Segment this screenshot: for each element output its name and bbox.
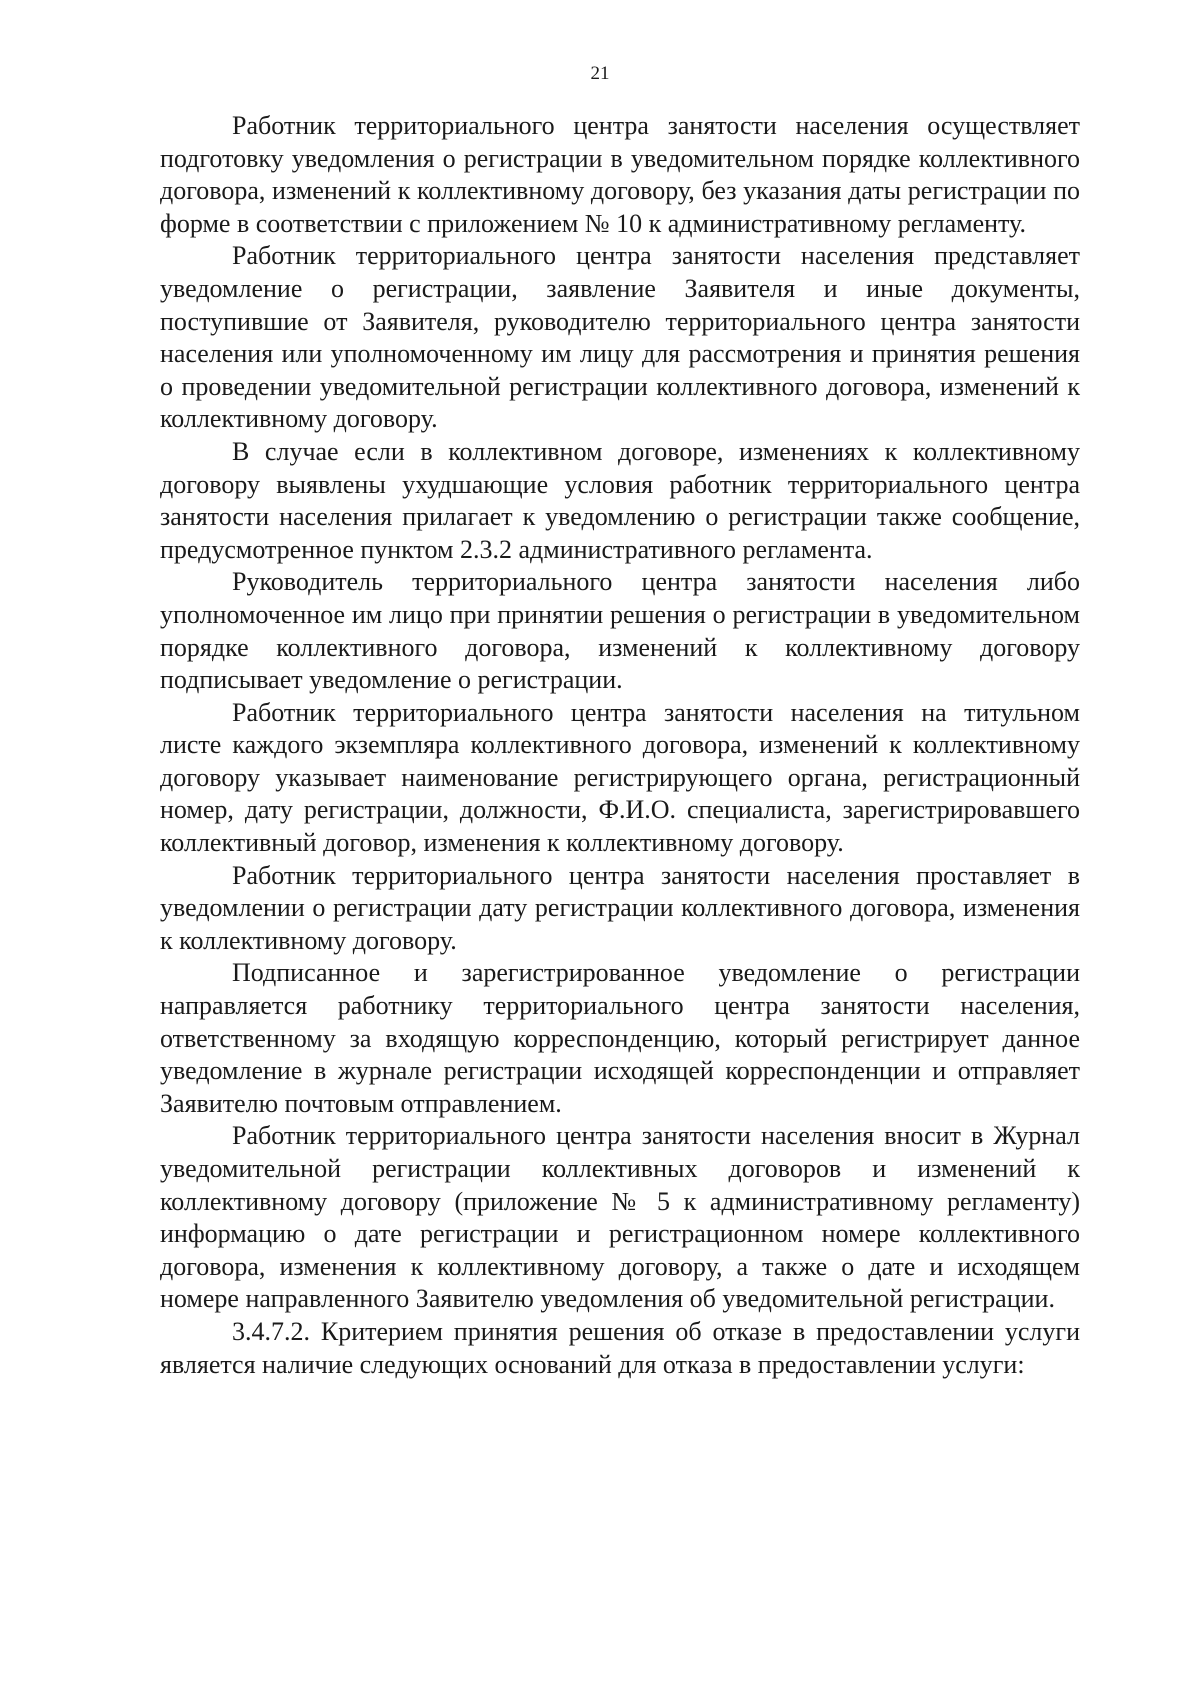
paragraph-refusal-criterion: 3.4.7.2. Критерием принятия решения об отказе в предоставлении услуги является наличие следующих оснований для отказа в предоставлении услуги:	[160, 1316, 1080, 1379]
paragraph-head-signs: Руководитель территориального центра занятости населения либо уполномоченное им лицо при принятии решения о регистрации в уведомительном порядке коллективного договора, изменений к коллективному договору подписывает уведомление о регистрации.	[160, 567, 1080, 695]
paragraph-notification-preparation: Работник территориального центра занятости населения осуществляет подготовку уведомления о регистрации в уведомительном порядке коллективного договора, изменений к коллективному договору, без указания даты регистрации по форме в соответствии с приложением № 10 к административному регламенту.	[160, 111, 1080, 238]
paragraph-date-stamping: Работник территориального центра занятости населения проставляет в уведомлении о регистрации дату регистрации коллективного договора, изменения к коллективному договору.	[160, 860, 1080, 955]
document-body	[160, 110, 1080, 1381]
page-number: 21	[590, 63, 610, 84]
paragraph-title-page-marking: Работник территориального центра занятости населения на титульном листе каждого экземпляра коллективного договора, изменений к коллективному договору указывает наименование регистрирующего органа, регистрационный номер, дату регистрации, должности, Ф.И.О. специалиста, зарегистрировавшего коллективный договор, изменения к коллективному договору.	[160, 697, 1080, 858]
paragraph-correspondence-dispatch: Подписанное и зарегистрированное уведомление о регистрации направляется работнику территориального центра занятости населения, ответственному за входящую корреспонденцию, который регистрирует данное уведомление в журнале регистрации исходящей корреспонденции и отправляет Заявителю почтовым отправлением.	[160, 958, 1080, 1118]
paragraph-worsening-conditions: В случае если в коллективном договоре, изменениях к коллективному договору выявлены ухудшающие условия работник территориального центра занятости населения прилагает к уведомлению о регистрации также сообщение, предусмотренное пунктом 2.3.2 административного регламента.	[160, 436, 1080, 564]
paragraph-journal-entry: Работник территориального центра занятости населения вносит в Журнал уведомительной регистрации коллективных договоров и изменений к коллективному договору (приложение № 5 к административному регламенту) информацию о дате регистрации и регистрационном номере коллективного договора, изменения к коллективному договору, а также о дате и исходящем номере направленного Заявителю уведомления об уведомительной регистрации.	[160, 1121, 1080, 1314]
paragraph-submission-to-head: Работник территориального центра занятости населения представляет уведомление о регистрации, заявление Заявителя и иные документы, поступившие от Заявителя, руководителю территориального центра занятости населения или уполномоченному им лицу для рассмотрения и принятия решения о проведении уведомительной регистрации коллективного договора, изменений к коллективному договору.	[160, 241, 1080, 434]
